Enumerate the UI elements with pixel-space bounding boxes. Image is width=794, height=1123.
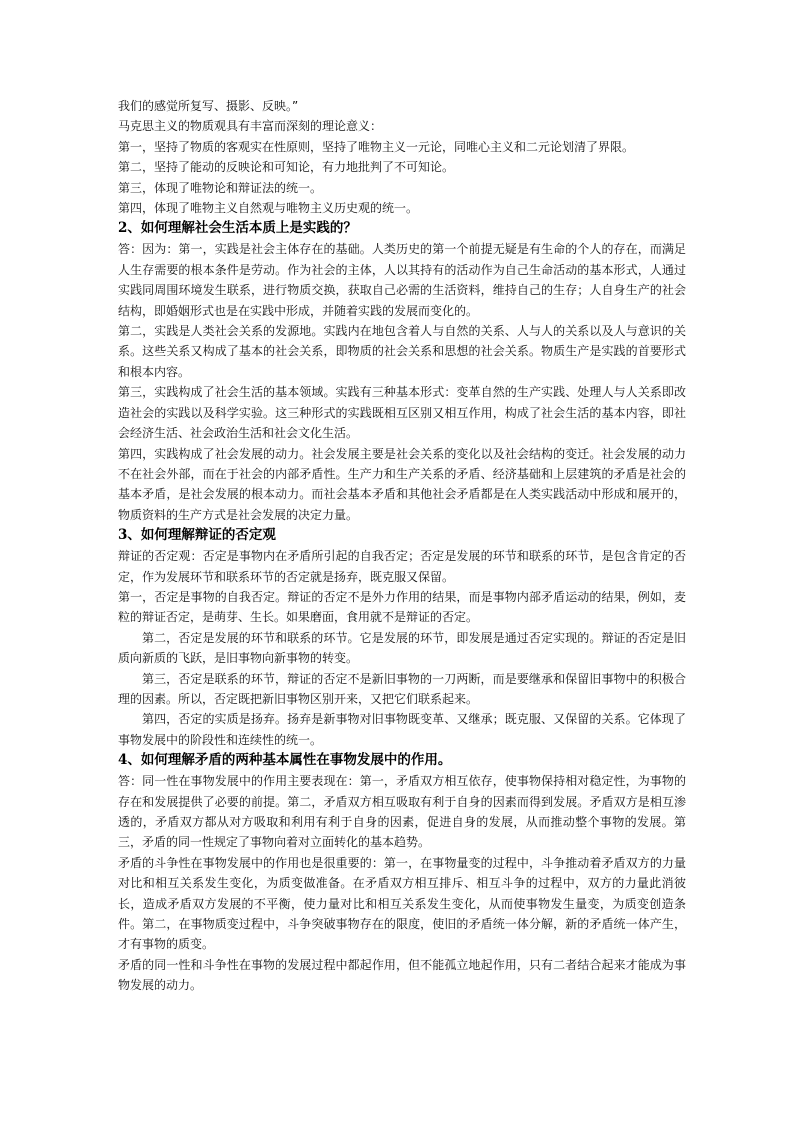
paragraph: 第一，否定是事物的自我否定。辩证的否定不是外力作用的结果，而是事物内部矛盾运动的结果，例如，麦粒的辩证否定，是萌芽、生长。如果磨面，食用就不是辩证的否定。 bbox=[118, 589, 686, 625]
paragraph: 马克思主义的物质观具有丰富而深刻的理论意义： bbox=[118, 119, 383, 134]
document-page bbox=[118, 96, 686, 996]
section-heading-4: 4、如何理解矛盾的两种基本属性在事物发展中的作用。 bbox=[118, 752, 452, 769]
paragraph: 矛盾的斗争性在事物发展中的作用也是很重要的：第一，在事物量变的过程中，斗争推动着矛盾双方的力量对比和相互关系发生变化，为质变做准备。在矛盾双方相互排斥、相互斗争的过程中，双方的力量此消彼长，造成矛盾双方发展的不平衡，使力量对比和相互关系发生变化，从而使事物发生量变，为质变创造条件。第二，在事物质变过程中，斗争突破事物存在的限度，使旧的矛盾统一体分解，新的矛盾统一体产生，才有事物的质变。 bbox=[118, 855, 686, 952]
paragraph-indented: 第四，否定的实质是扬弃。扬弃是新事物对旧事物既变革、又继承；既克服、又保留的关系。它体现了事物发展中的阶段性和连续性的统一。 bbox=[118, 712, 686, 747]
paragraph: 辩证的否定观：否定是事物内在矛盾所引起的自我否定；否定是发展的环节和联系的环节，是包含肯定的否定，作为发展环节和联系环节的否定就是扬弃，既克服又保留。 bbox=[118, 549, 686, 584]
paragraph: 第三，实践构成了社会生活的基本领域。实践有三种基本形式：变革自然的生产实践、处理人与人关系即改造社会的实践以及科学实验。这三种形式的实践既相互区别又相互作用，构成了社会生活的基本内容，即社会经济生活、社会政治生活和社会文化生活。 bbox=[118, 385, 686, 441]
paragraph: 第二，坚持了能动的反映论和可知论，有力地批判了不可知论。 bbox=[118, 160, 455, 175]
paragraph: 矛盾的同一性和斗争性在事物的发展过程中都起作用，但不能孤立地起作用，只有二者结合起来才能成为事物发展的动力。 bbox=[118, 957, 686, 993]
paragraph-indented: 第三，否定是联系的环节，辩证的否定不是新旧事物的一刀两断，而是要继承和保留旧事物中的积极合理的因素。所以，否定既把新旧事物区别开来，又把它们联系起来。 bbox=[118, 671, 686, 706]
paragraph: 答：同一性在事物发展中的作用主要表现在：第一，矛盾双方相互依存，使事物保持相对稳定性，为事物的存在和发展提供了必要的前提。第二，矛盾双方相互吸取有利于自身的因素而得到发展。矛盾双方是相互渗透的，矛盾双方都从对方吸取和利用有利于自身的因素，促进自身的发展，从而推动整个事物的发展。第三，矛盾的同一性规定了事物向着对立面转化的基本趋势。 bbox=[118, 774, 686, 850]
paragraph: 我们的感觉所复写、摄影、反映。” bbox=[118, 99, 299, 113]
section-heading-3: 3、如何理解辩证的否定观 bbox=[118, 527, 276, 544]
paragraph: 第四，实践构成了社会发展的动力。社会发展主要是社会关系的变化以及社会结构的变迁。社会发展的动力不在社会外部，而在于社会的内部矛盾性。生产力和生产关系的矛盾、经济基础和上层建筑的矛盾是社会的基本矛盾，是社会发展的根本动力。而社会基本矛盾和其他社会矛盾都是在人类实践活动中形成和展开的，物质资料的生产方式是社会发展的决定力量。 bbox=[118, 446, 686, 522]
paragraph: 第三，体现了唯物论和辩证法的统一。 bbox=[118, 180, 323, 195]
section-heading-2: 2、如何理解社会生活本质上是实践的？ bbox=[118, 220, 357, 237]
paragraph-indented: 第二，否定是发展的环节和联系的环节。它是发展的环节，即发展是通过否定实现的。辩证的否定是旧质向新质的飞跃，是旧事物向新事物的转变。 bbox=[118, 630, 686, 666]
paragraph: 第二，实践是人类社会关系的发源地。实践内在地包含着人与自然的关系、人与人的关系以及人与意识的关系。这些关系又构成了基本的社会关系，即物质的社会关系和思想的社会关系。物质生产是实践的首要形式和根本内容。 bbox=[118, 324, 686, 379]
paragraph: 答：因为：第一，实践是社会主体存在的基础。人类历史的第一个前提无疑是有生命的个人的存在，而满足人生存需要的根本条件是劳动。作为社会的主体，人以其持有的活动作为自己生命活动的基本形式，人通过实践同周围环境发生联系，进行物质交换，获取自己必需的生活资料，维持自己的生存；人自身生产的社会结构，即婚姻形式也是在实践中形成，并随着实践的发展而变化的。 bbox=[118, 242, 686, 318]
paragraph: 第四，体现了唯物主义自然观与唯物主义历史观的统一。 bbox=[118, 201, 419, 216]
paragraph: 第一，坚持了物质的客观实在性原则，坚持了唯物主义一元论，同唯心主义和二元论划清了界限。 bbox=[118, 139, 635, 154]
